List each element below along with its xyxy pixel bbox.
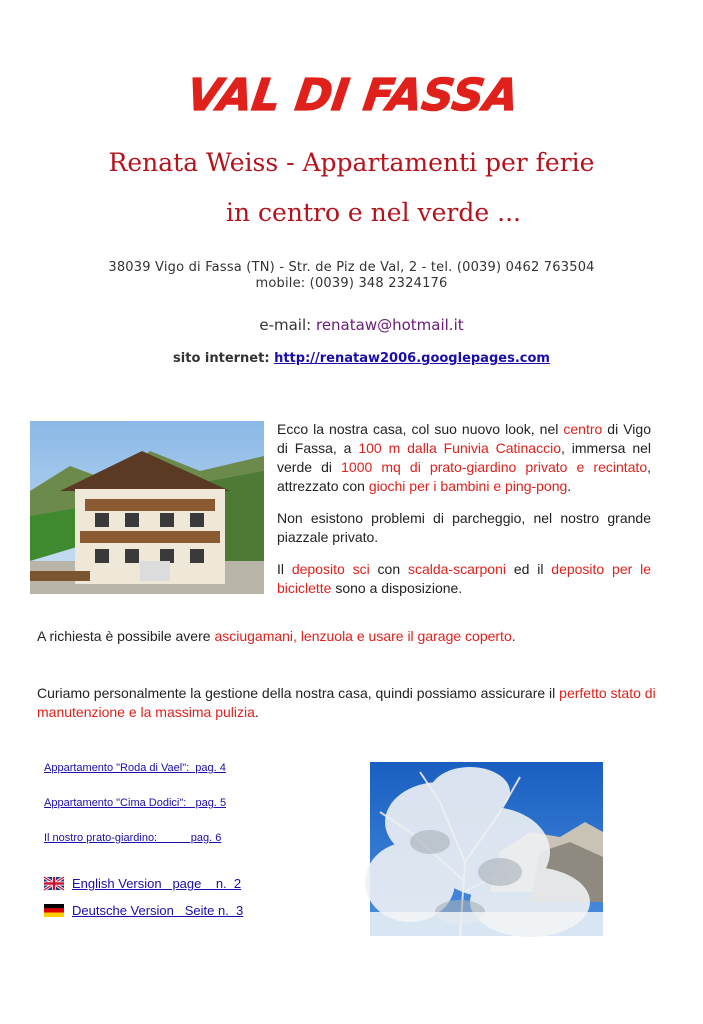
body-text: ed il (506, 561, 552, 577)
deutsche-version-link[interactable] (44, 903, 243, 918)
page-subtitle: in centro e nel verde ... (226, 198, 521, 227)
body-text: Non esistono problemi di parcheggio, nel nostro grande piazzale privato. (277, 510, 651, 545)
body-text: Ecco la nostra casa, col suo nuovo look, nel (277, 421, 564, 437)
email-address[interactable]: renataw@hotmail.it (315, 316, 464, 334)
body-text: Curiamo personalmente la gestione della nostra casa, quindi possiamo assicurare il (37, 685, 560, 701)
body-text: Il (277, 561, 292, 577)
email-line (0, 316, 703, 334)
english-version-link[interactable] (44, 876, 241, 891)
body-text: sono a disposizione. (331, 580, 463, 596)
toc-link-roda-di-vael[interactable] (44, 762, 226, 774)
highlight-text: 1000 mq di prato-giardino privato e recintato (341, 459, 648, 475)
deutsche-version-label[interactable]: Deutsche Version Seite n. 3 (72, 903, 244, 918)
address-line: 38039 Vigo di Fassa (TN) - Str. de Piz de Val, 2 - tel. (0039) 0462 763504 (108, 260, 595, 275)
toc-link-label[interactable]: Appartamento "Cima Dodici": pag. 5 (44, 797, 227, 809)
contact-block (0, 260, 703, 292)
toc-link-label[interactable]: Appartamento "Roda di Vael": pag. 4 (44, 762, 226, 774)
winter-tree-photo (370, 762, 603, 936)
body-text: , attrezzato con (277, 459, 651, 494)
body-text: di Vigo di Fassa, a (277, 421, 651, 456)
intro-text (277, 420, 651, 611)
highlight-text: deposito per le biciclette (277, 561, 651, 596)
intro-paragraph-parking (277, 509, 651, 547)
body-text: . (254, 704, 259, 720)
logo-wordmark (183, 58, 522, 122)
body-text: . (511, 628, 516, 644)
germany-flag-icon (44, 904, 64, 917)
highlight-text: 100 m dalla Funivia Catinaccio (358, 440, 561, 456)
website-link[interactable]: http://renataw2006.googlepages.com (274, 351, 550, 366)
intro-paragraph-location (277, 420, 651, 496)
care-paragraph (37, 684, 677, 722)
website-label: sito internet: (173, 351, 270, 366)
website-line (0, 351, 703, 366)
toc-link-label[interactable]: Il nostro prato-giardino: pag. 6 (44, 832, 222, 844)
mobile-line: mobile: (0039) 348 2324176 (255, 276, 448, 291)
body-text: . (567, 478, 572, 494)
highlight-text: scalda-scarponi (407, 561, 506, 577)
body-text: con (369, 561, 408, 577)
val-di-fassa-logo (0, 58, 703, 126)
uk-flag-icon (44, 877, 64, 890)
toc-link-prato-giardino[interactable] (44, 832, 221, 844)
english-version-label[interactable]: English Version page n. 2 (72, 876, 242, 891)
body-text: , immersa nel verde di (277, 440, 652, 475)
highlight-text: perfetto stato di manutenzione e la massima pulizia (37, 685, 656, 720)
body-text: A richiesta è possibile avere (37, 628, 215, 644)
page-title: Renata Weiss - Appartamenti per ferie (108, 148, 595, 177)
highlight-text: giochi per i bambini e ping-pong (368, 478, 568, 494)
house-photo (30, 421, 264, 594)
logo-text: VAL DI FASSA (183, 70, 522, 121)
highlight-text: centro (563, 421, 603, 437)
toc-link-cima-dodici[interactable] (44, 797, 226, 809)
highlight-text: deposito sci (291, 561, 370, 577)
intro-paragraph-storage (277, 560, 651, 598)
highlight-text: asciugamani, lenzuola e usare il garage coperto (214, 628, 512, 644)
email-label: e-mail: (259, 316, 312, 334)
request-paragraph (37, 627, 667, 646)
